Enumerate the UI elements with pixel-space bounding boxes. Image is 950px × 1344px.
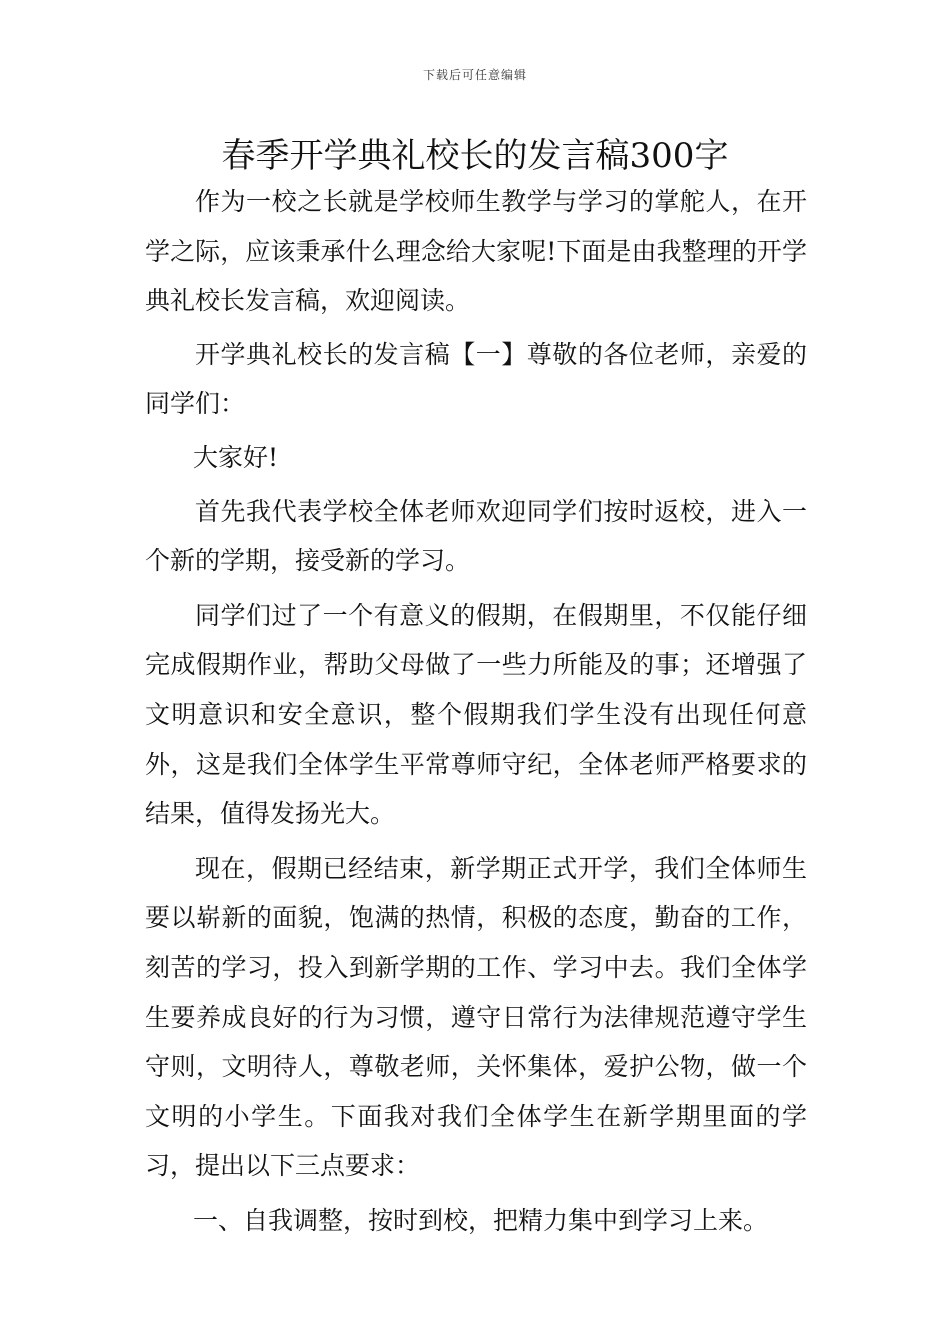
intro-paragraph: 作为一校之长就是学校师生教学与学习的掌舵人，在开学之际，应该秉承什么理念给大家呢!下面是由我整理的开学典礼校长发言稿，欢迎阅读。 [145, 187, 807, 316]
header-note: 下载后可任意编辑 [422, 68, 527, 82]
greeting-paragraph: 大家好! [193, 442, 279, 472]
speech-heading-paragraph: 开学典礼校长的发言稿【一】尊敬的各位老师，亲爱的同学们： [145, 339, 807, 419]
document-title: 春季开学典礼校长的发言稿300字 [221, 136, 729, 176]
document-body [145, 177, 807, 1245]
requirement-item-1: 一、自我调整，按时到校，把精力集中到学习上来。 [193, 1205, 769, 1235]
new-semester-paragraph: 现在，假期已经结束，新学期正式开学，我们全体师生要以崭新的面貌，饱满的热情，积极的态度，勤奋的工作，刻苦的学习，投入到新学期的工作、学习中去。我们全体学生要养成良好的行为习惯，遵守日常行为法律规范遵守学生守则，文明待人，尊敬老师，关怀集体，爱护公物，做一个文明的小学生。下面我对我们全体学生在新学期里面的学习，提出以下三点要求： [145, 853, 807, 1181]
welcome-paragraph: 首先我代表学校全体老师欢迎同学们按时返校，进入一个新的学期，接受新的学习。 [145, 496, 807, 576]
holiday-paragraph: 同学们过了一个有意义的假期，在假期里，不仅能仔细完成假期作业，帮助父母做了一些力所能及的事；还增强了文明意识和安全意识，整个假期我们学生没有出现任何意外，这是我们全体学生平常尊师守纪，全体老师严格要求的结果，值得发扬光大。 [145, 600, 807, 829]
